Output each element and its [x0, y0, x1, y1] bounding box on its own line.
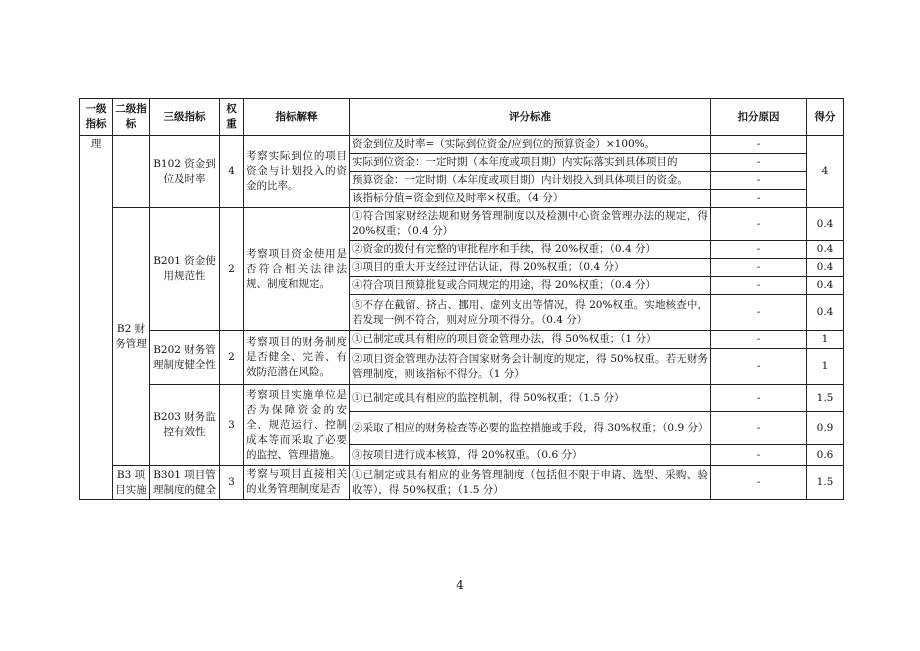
- header-level2: 二级指标: [113, 99, 150, 136]
- b102-name: B102 资金到位及时率: [150, 136, 220, 208]
- b202-deduct-2: -: [711, 349, 807, 385]
- b102-explain: 考察实际到位的项目资金与计划投入的资金的比率。: [244, 136, 350, 208]
- b202-criteria-2: ②项目资金管理办法符合国家财务会计制度的规定，得 50%权重。若无财务管理制度，则该指标不得分。（1 分）: [350, 349, 711, 385]
- b201-criteria-2: ②资金的拨付有完整的审批程序和手续，得 20%权重；（0.4 分）: [350, 241, 711, 259]
- b201-deduct-1: -: [711, 208, 807, 241]
- b203-explain: 考察项目实施单位是否为保障资金的安全、规范运行、控制成本等而采取了必要的监控、管理措施。: [244, 385, 350, 466]
- b102-criteria-2: 实际到位资金：一定时期（本年度或项目期）内实际落实到具体项目的: [350, 154, 711, 172]
- table-row: [80, 466, 844, 500]
- b203-deduct-3: -: [711, 445, 807, 466]
- header-level1: 一级指标: [80, 99, 113, 136]
- b201-weight: 2: [220, 208, 244, 331]
- b301-name: B301 项目管理制度的健全: [150, 466, 220, 500]
- table-row: [80, 136, 844, 154]
- b102-deduct-3: -: [711, 172, 807, 190]
- b201-criteria-1: ①符合国家财经法规和财务管理制度以及检测中心资金管理办法的规定，得 20%权重；（0.4 分）: [350, 208, 711, 241]
- evaluation-score-table: [79, 98, 844, 500]
- header-deduct: 扣分原因: [711, 99, 807, 136]
- b203-score-1: 1.5: [807, 385, 844, 412]
- b202-name: B202 财务管理制度健全性: [150, 331, 220, 385]
- b203-name: B203 财务监控有效性: [150, 385, 220, 466]
- b201-score-5: 0.4: [807, 295, 844, 331]
- level1-cell: 理: [80, 136, 113, 500]
- b102-criteria-1: 资金到位及时率=（实际到位资金/应到位的预算资金）×100%。: [350, 136, 711, 154]
- b201-explain: 考察项目资金使用是否符合相关法律法规、制度和规定。: [244, 208, 350, 331]
- header-weight: 权重: [220, 99, 244, 136]
- b203-score-3: 0.6: [807, 445, 844, 466]
- page-number: 4: [456, 578, 464, 592]
- b203-deduct-1: -: [711, 385, 807, 412]
- b203-criteria-3: ③按项目进行成本核算，得 20%权重。（0.6 分）: [350, 445, 711, 466]
- b202-weight: 2: [220, 331, 244, 385]
- b102-criteria-4: 该指标分值=资金到位及时率×权重。（4 分）: [350, 190, 711, 208]
- b301-deduct-1: -: [711, 466, 807, 500]
- b102-criteria-3: 预算资金：一定时期（本年度或项目期）内计划投入到具体项目的资金。: [350, 172, 711, 190]
- b201-deduct-3: -: [711, 259, 807, 277]
- b202-criteria-1: ①已制定或具有相应的项目资金管理办法，得 50%权重；（1 分）: [350, 331, 711, 349]
- b201-criteria-4: ④符合项目预算批复或合同规定的用途，得 20%权重；（0.4 分）: [350, 277, 711, 295]
- b201-deduct-4: -: [711, 277, 807, 295]
- b203-weight: 3: [220, 385, 244, 466]
- b203-criteria-2: ②采取了相应的财务检查等必要的监控措施或手段，得 30%权重；（0.9 分）: [350, 412, 711, 445]
- b301-weight: 3: [220, 466, 244, 500]
- header-level3: 三级指标: [150, 99, 220, 136]
- level2-cell-empty: [113, 136, 150, 208]
- b201-name: B201 资金使用规范性: [150, 208, 220, 331]
- b201-score-4: 0.4: [807, 277, 844, 295]
- b203-criteria-1: ①已制定或具有相应的监控机制，得 50%权重；（1.5 分）: [350, 385, 711, 412]
- header-explain: 指标解释: [244, 99, 350, 136]
- b2-name: B2 财务管理: [113, 208, 150, 466]
- header-score: 得分: [807, 99, 844, 136]
- b201-criteria-5: ⑤不存在截留、挤占、挪用、虚列支出等情况，得 20%权重。实地核查中，若发现一例不符合，则对应分项不得分。（0.4 分）: [350, 295, 711, 331]
- b102-deduct-2: -: [711, 154, 807, 172]
- b301-criteria-1: ①已制定或具有相应的业务管理制度（包括但不限于申请、选型、采购、验收等），得 50%权重；（1.5 分）: [350, 466, 711, 500]
- b102-deduct-4: -: [711, 190, 807, 208]
- b201-criteria-3: ③项目的重大开支经过评估认证，得 20%权重；（0.4 分）: [350, 259, 711, 277]
- b202-explain: 考察项目的财务制度是否健全、完善、有效防范潜在风险。: [244, 331, 350, 385]
- b201-score-1: 0.4: [807, 208, 844, 241]
- b301-score-1: 1.5: [807, 466, 844, 500]
- b203-deduct-2: -: [711, 412, 807, 445]
- b102-score: 4: [807, 136, 844, 208]
- b201-deduct-2: -: [711, 241, 807, 259]
- b202-deduct-1: -: [711, 331, 807, 349]
- b201-score-3: 0.4: [807, 259, 844, 277]
- b202-score-1: 1: [807, 331, 844, 349]
- b102-deduct-1: -: [711, 136, 807, 154]
- b203-score-2: 0.9: [807, 412, 844, 445]
- b102-weight: 4: [220, 136, 244, 208]
- table-row: [80, 331, 844, 349]
- b3-name: B3 项目实施: [113, 466, 150, 500]
- b301-explain: 考察与项目直接相关的业务管理制度是否: [244, 466, 350, 500]
- table-row: [80, 208, 844, 241]
- b201-score-2: 0.4: [807, 241, 844, 259]
- table-header-row: [80, 99, 844, 136]
- header-criteria: 评分标准: [350, 99, 711, 136]
- table-row: [80, 385, 844, 412]
- b202-score-2: 1: [807, 349, 844, 385]
- b201-deduct-5: -: [711, 295, 807, 331]
